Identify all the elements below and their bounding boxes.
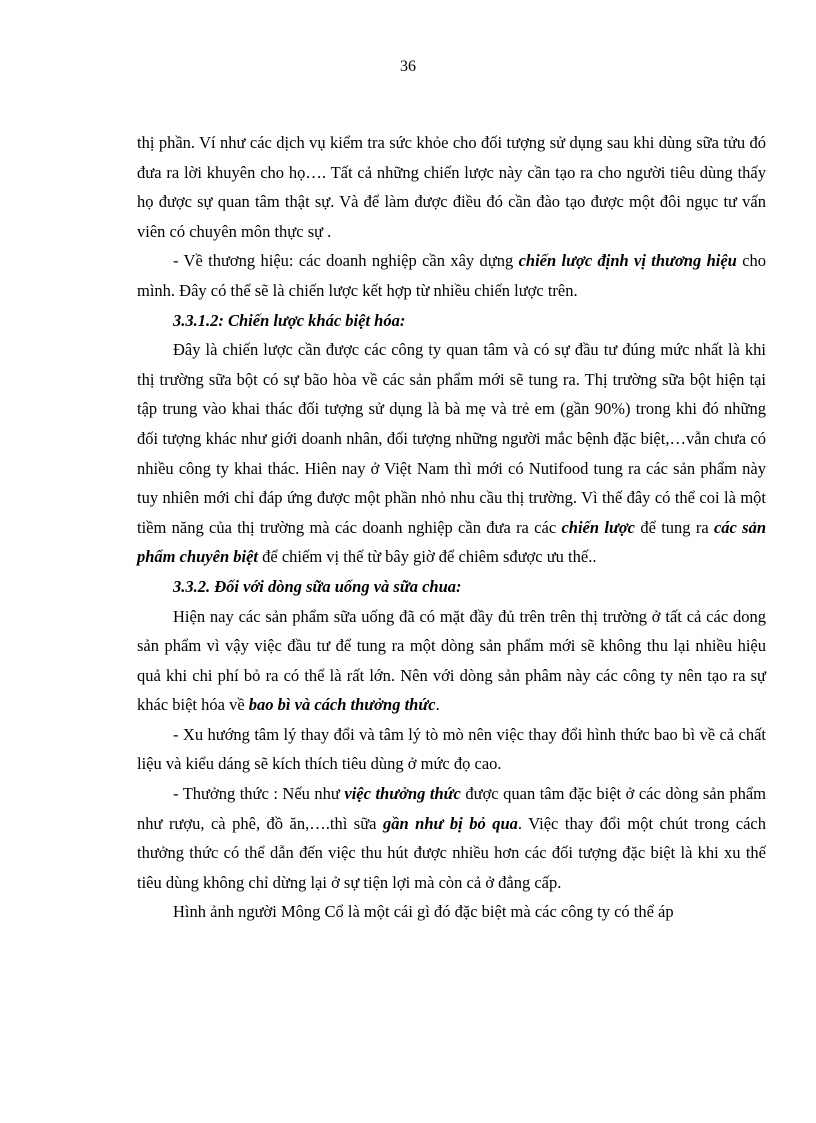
paragraph-text: để tung ra <box>635 517 714 537</box>
paragraph-text: Hiện nay các sản phẩm sữa uống đã có mặt đầy đủ trên trên thị trường ở tất cả các dong sản phẩm vì vậy việc đầu tư để tung ra một dòng sản phẩm mới sẽ không thu lại nhiều hiệu quả khi chi phí bỏ ra có thể là rất lớn. Nên với dòng sản phâm này các công ty nên tạo ra sự khác biệt hóa về <box>137 606 766 715</box>
paragraph <box>137 779 766 897</box>
page-number: 36 <box>400 58 416 75</box>
emphasis-text: các sản phẩm chuyên biệt <box>137 517 767 567</box>
paragraph <box>137 335 766 572</box>
paragraph <box>137 246 766 305</box>
paragraph: thị phần. Ví như các dịch vụ kiểm tra sức khỏe cho đối tượng sử dụng sau khi dùng sữa tửu đó đưa ra lời khuyên cho họ…. Tất cả những chiến lược này cần tạo ra cho người tiêu dùng thấy họ được sự quan tâm thật sự. Và để làm được điều đó cần đào tạo được một đôi ngục tư vấn viên có chuyên môn thực sự . <box>137 133 766 241</box>
paragraph-text: được quan tâm đặc biệt ở các dòng sản phẩm như rượu, cà phê, đồ ăn,….thì sữa <box>137 784 767 833</box>
emphasis-text: chiến lược <box>561 517 636 537</box>
paragraph-text: cho mình. Đây có thể sẽ là chiến lược kết hợp từ nhiều chiến lược trên. <box>137 251 767 300</box>
section-heading: 3.3.2. Đối với dòng sữa uống và sữa chua: <box>173 576 462 596</box>
paragraph: Hình ảnh người Mông Cổ là một cái gì đó đặc biệt mà các công ty có thể áp <box>173 902 674 922</box>
paragraph-text: . <box>435 695 440 715</box>
paragraph <box>137 602 766 720</box>
paragraph-text: . Việc thay đổi một chút trong cách thưởng thức có thể dẫn đến việc thu hút được nhiều hơn các đối tượng đặc biệt là khi xu thế tiêu dùng không chỉ dừng lại ở sự tiện lợi mà còn cả ở đẳng cấp. <box>137 813 766 892</box>
emphasis-text: bao bì và cách thưởng thức <box>248 695 436 715</box>
emphasis-text: gần như bị bỏ qua <box>382 813 518 833</box>
paragraph-text: để chiếm vị thế từ bây giờ để chiêm sđược ưu thế.. <box>258 547 597 567</box>
paragraph-text: - Về thương hiệu: các doanh nghiệp cần xây dựng <box>173 251 519 271</box>
document-body <box>137 128 766 927</box>
paragraph-text: - Thưởng thức : Nếu như <box>173 784 345 804</box>
paragraph: - Xu hướng tâm lý thay đổi và tâm lý tò mò nên việc thay đổi hình thức bao bì về cả chất liệu và kiểu dáng sẽ kích thích tiêu dùng ở mức đọ cao. <box>137 724 766 774</box>
paragraph-text: Đây là chiến lược cần được các công ty quan tâm và có sự đầu tư đúng mức nhất là khi thị trường sữa bột có sự bão hòa về các sản phẩm mới sẽ tung ra. Thị trường sữa bột hiện tại tập trung vào khai thác đối tượng sử dụng là bà mẹ và trẻ em (gần 90%) trong khi đó những đối tượng khác như giới doanh nhân, đối tượng những người mắc bệnh đặc biệt,…vẫn chưa có nhiều công ty khai thác. Hiên nay ở Việt Nam thì mới có Nutifood tung ra các sản phẩm này tuy nhiên mới chỉ đáp ứng được một phần nhỏ nhu cầu thị trường. Vì thế đây có thể coi là một tiềm năng của thị trường mà các doanh nghiệp cần đưa ra các <box>137 340 766 537</box>
emphasis-text: chiến lược định vị thương hiệu <box>518 251 737 271</box>
emphasis-text: việc thưởng thức <box>344 784 461 804</box>
section-heading: 3.3.1.2: Chiến lược khác biệt hóa: <box>173 310 406 330</box>
